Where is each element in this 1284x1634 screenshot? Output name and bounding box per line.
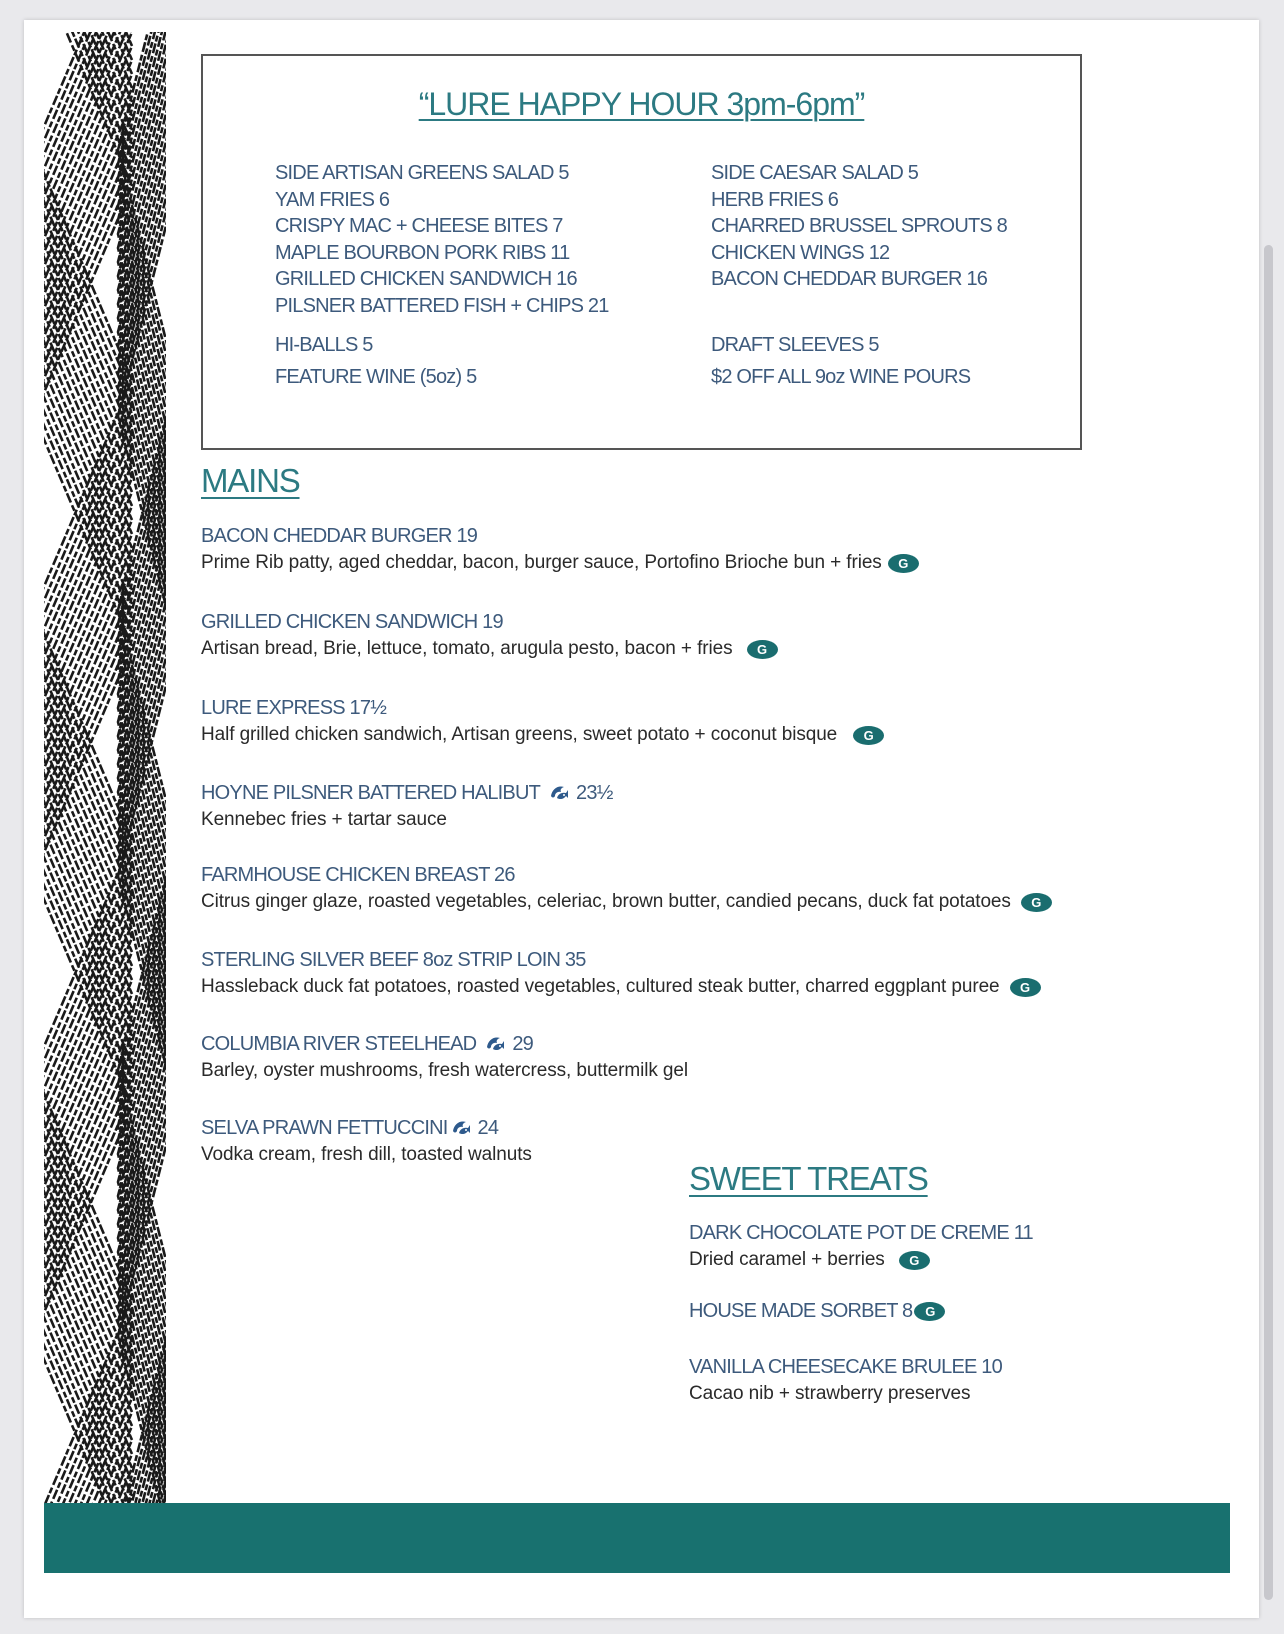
happy-hour-item: SIDE CAESAR SALAD 5	[711, 162, 919, 184]
happy-hour-item: CRISPY MAC + CHEESE BITES 7	[275, 215, 563, 238]
dish-name: FARMHOUSE CHICKEN BREAST 26	[201, 864, 515, 886]
dish-name: BACON CHEDDAR BURGER 19	[201, 525, 478, 547]
gluten-free-badge-icon: G	[747, 640, 778, 659]
dessert-item	[689, 1355, 1002, 1409]
gluten-free-badge-icon: G	[1010, 978, 1041, 997]
happy-hour-item: PILSNER BATTERED FISH + CHIPS 21	[275, 294, 609, 317]
dish-name: DARK CHOCOLATE POT DE CREME 11	[689, 1222, 1033, 1244]
main-dish	[201, 1116, 532, 1170]
menu-page	[24, 20, 1259, 1618]
happy-hour-item: MAPLE BOURBON PORK RIBS 11	[275, 241, 570, 264]
dish-description-text: Half grilled chicken sandwich, Artisan greens, sweet potato + coconut bisque	[201, 724, 838, 745]
gluten-free-badge-icon: G	[1021, 893, 1052, 912]
ocean-wise-fish-icon	[450, 1117, 472, 1139]
dish-description	[201, 972, 1041, 1002]
happy-hour-item: GRILLED CHICKEN SANDWICH 16	[275, 268, 577, 291]
happy-hour-item: CHICKEN WINGS 12	[711, 241, 890, 264]
happy-hour-item: CHARRED BRUSSEL SPROUTS 8	[711, 215, 1007, 238]
mains-title: MAINS	[201, 462, 300, 499]
gluten-free-badge-icon: G	[899, 1251, 930, 1270]
dish-name-text: COLUMBIA RIVER STEELHEAD	[201, 1033, 477, 1055]
main-dish	[201, 863, 1052, 917]
dish-price: 24	[477, 1117, 499, 1139]
gluten-free-badge-icon: G	[888, 554, 919, 573]
scrollbar[interactable]	[1264, 245, 1273, 1600]
dish-name-text: HOYNE PILSNER BATTERED HALIBUT	[201, 782, 541, 804]
dessert-item	[689, 1221, 1033, 1275]
ocean-wise-fish-icon	[484, 1033, 506, 1055]
dish-description: Kennebec fries + tartar sauce	[201, 809, 447, 830]
dish-name	[689, 1299, 945, 1323]
main-dish	[201, 524, 919, 578]
gluten-free-badge-icon: G	[853, 726, 884, 745]
dish-description: Vodka cream, fresh dill, toasted walnuts	[201, 1144, 532, 1165]
happy-hour-hi-balls: HI-BALLS 5	[275, 334, 373, 356]
dish-name	[201, 1116, 532, 1140]
main-dish	[201, 696, 884, 750]
dish-description	[201, 634, 778, 664]
dish-name: LURE EXPRESS 17½	[201, 697, 387, 719]
happy-hour-right-column	[711, 160, 1007, 293]
dish-name	[201, 1032, 688, 1056]
dish-description-text: Artisan bread, Brie, lettuce, tomato, arugula pesto, bacon + fries	[201, 638, 733, 659]
dish-description	[689, 1245, 1033, 1275]
dish-price: 23½	[576, 782, 613, 804]
happy-hour-item: SIDE ARTISAN GREENS SALAD 5	[275, 162, 569, 184]
dish-name-text: SELVA PRAWN FETTUCCINI	[201, 1117, 448, 1139]
dish-name: GRILLED CHICKEN SANDWICH 19	[201, 611, 503, 633]
footer-bar	[44, 1503, 1230, 1573]
dish-description	[201, 548, 919, 578]
happy-hour-draft-sleeves: DRAFT SLEEVES 5	[711, 334, 879, 356]
dish-description-text: Hassleback duck fat potatoes, roasted vegetables, cultured steak butter, charred eggplant puree	[201, 976, 1000, 997]
dish-name-text: HOUSE MADE SORBET 8	[689, 1300, 913, 1322]
happy-hour-item: HERB FRIES 6	[711, 188, 839, 211]
dish-name	[201, 781, 613, 805]
dish-description	[201, 720, 884, 750]
dish-description: Barley, oyster mushrooms, fresh watercress, buttermilk gel	[201, 1060, 688, 1081]
dish-description-text: Prime Rib patty, aged cheddar, bacon, burger sauce, Portofino Brioche bun + fries	[201, 552, 882, 573]
happy-hour-left-column	[275, 160, 609, 320]
main-dish	[201, 948, 1041, 1002]
dish-description-text: Dried caramel + berries	[689, 1249, 885, 1270]
happy-hour-wine-pours: $2 OFF ALL 9oz WINE POURS	[711, 366, 971, 388]
sweet-treats-title: SWEET TREATS	[689, 1160, 928, 1197]
happy-hour-title: “LURE HAPPY HOUR 3pm-6pm”	[418, 86, 865, 122]
zigzag-pattern-icon	[44, 32, 166, 1504]
dish-description	[201, 887, 1052, 917]
main-dish	[201, 781, 613, 835]
dessert-item	[689, 1299, 945, 1323]
main-dish	[201, 610, 778, 664]
dish-name: STERLING SILVER BEEF 8oz STRIP LOIN 35	[201, 949, 586, 971]
gluten-free-badge-icon: G	[914, 1302, 945, 1321]
happy-hour-box	[201, 54, 1082, 450]
dish-name: VANILLA CHEESECAKE BRULEE 10	[689, 1356, 1002, 1378]
main-dish	[201, 1032, 688, 1086]
dish-description: Cacao nib + strawberry preserves	[689, 1383, 971, 1404]
dish-description-text: Citrus ginger glaze, roasted vegetables, celeriac, brown butter, candied pecans, duck fat potatoes	[201, 891, 1011, 912]
ocean-wise-fish-icon	[548, 782, 570, 804]
happy-hour-item: BACON CHEDDAR BURGER 16	[711, 268, 988, 291]
happy-hour-feature-wine: FEATURE WINE (5oz) 5	[275, 366, 477, 388]
dish-price: 29	[512, 1033, 533, 1055]
happy-hour-item: YAM FRIES 6	[275, 188, 390, 211]
